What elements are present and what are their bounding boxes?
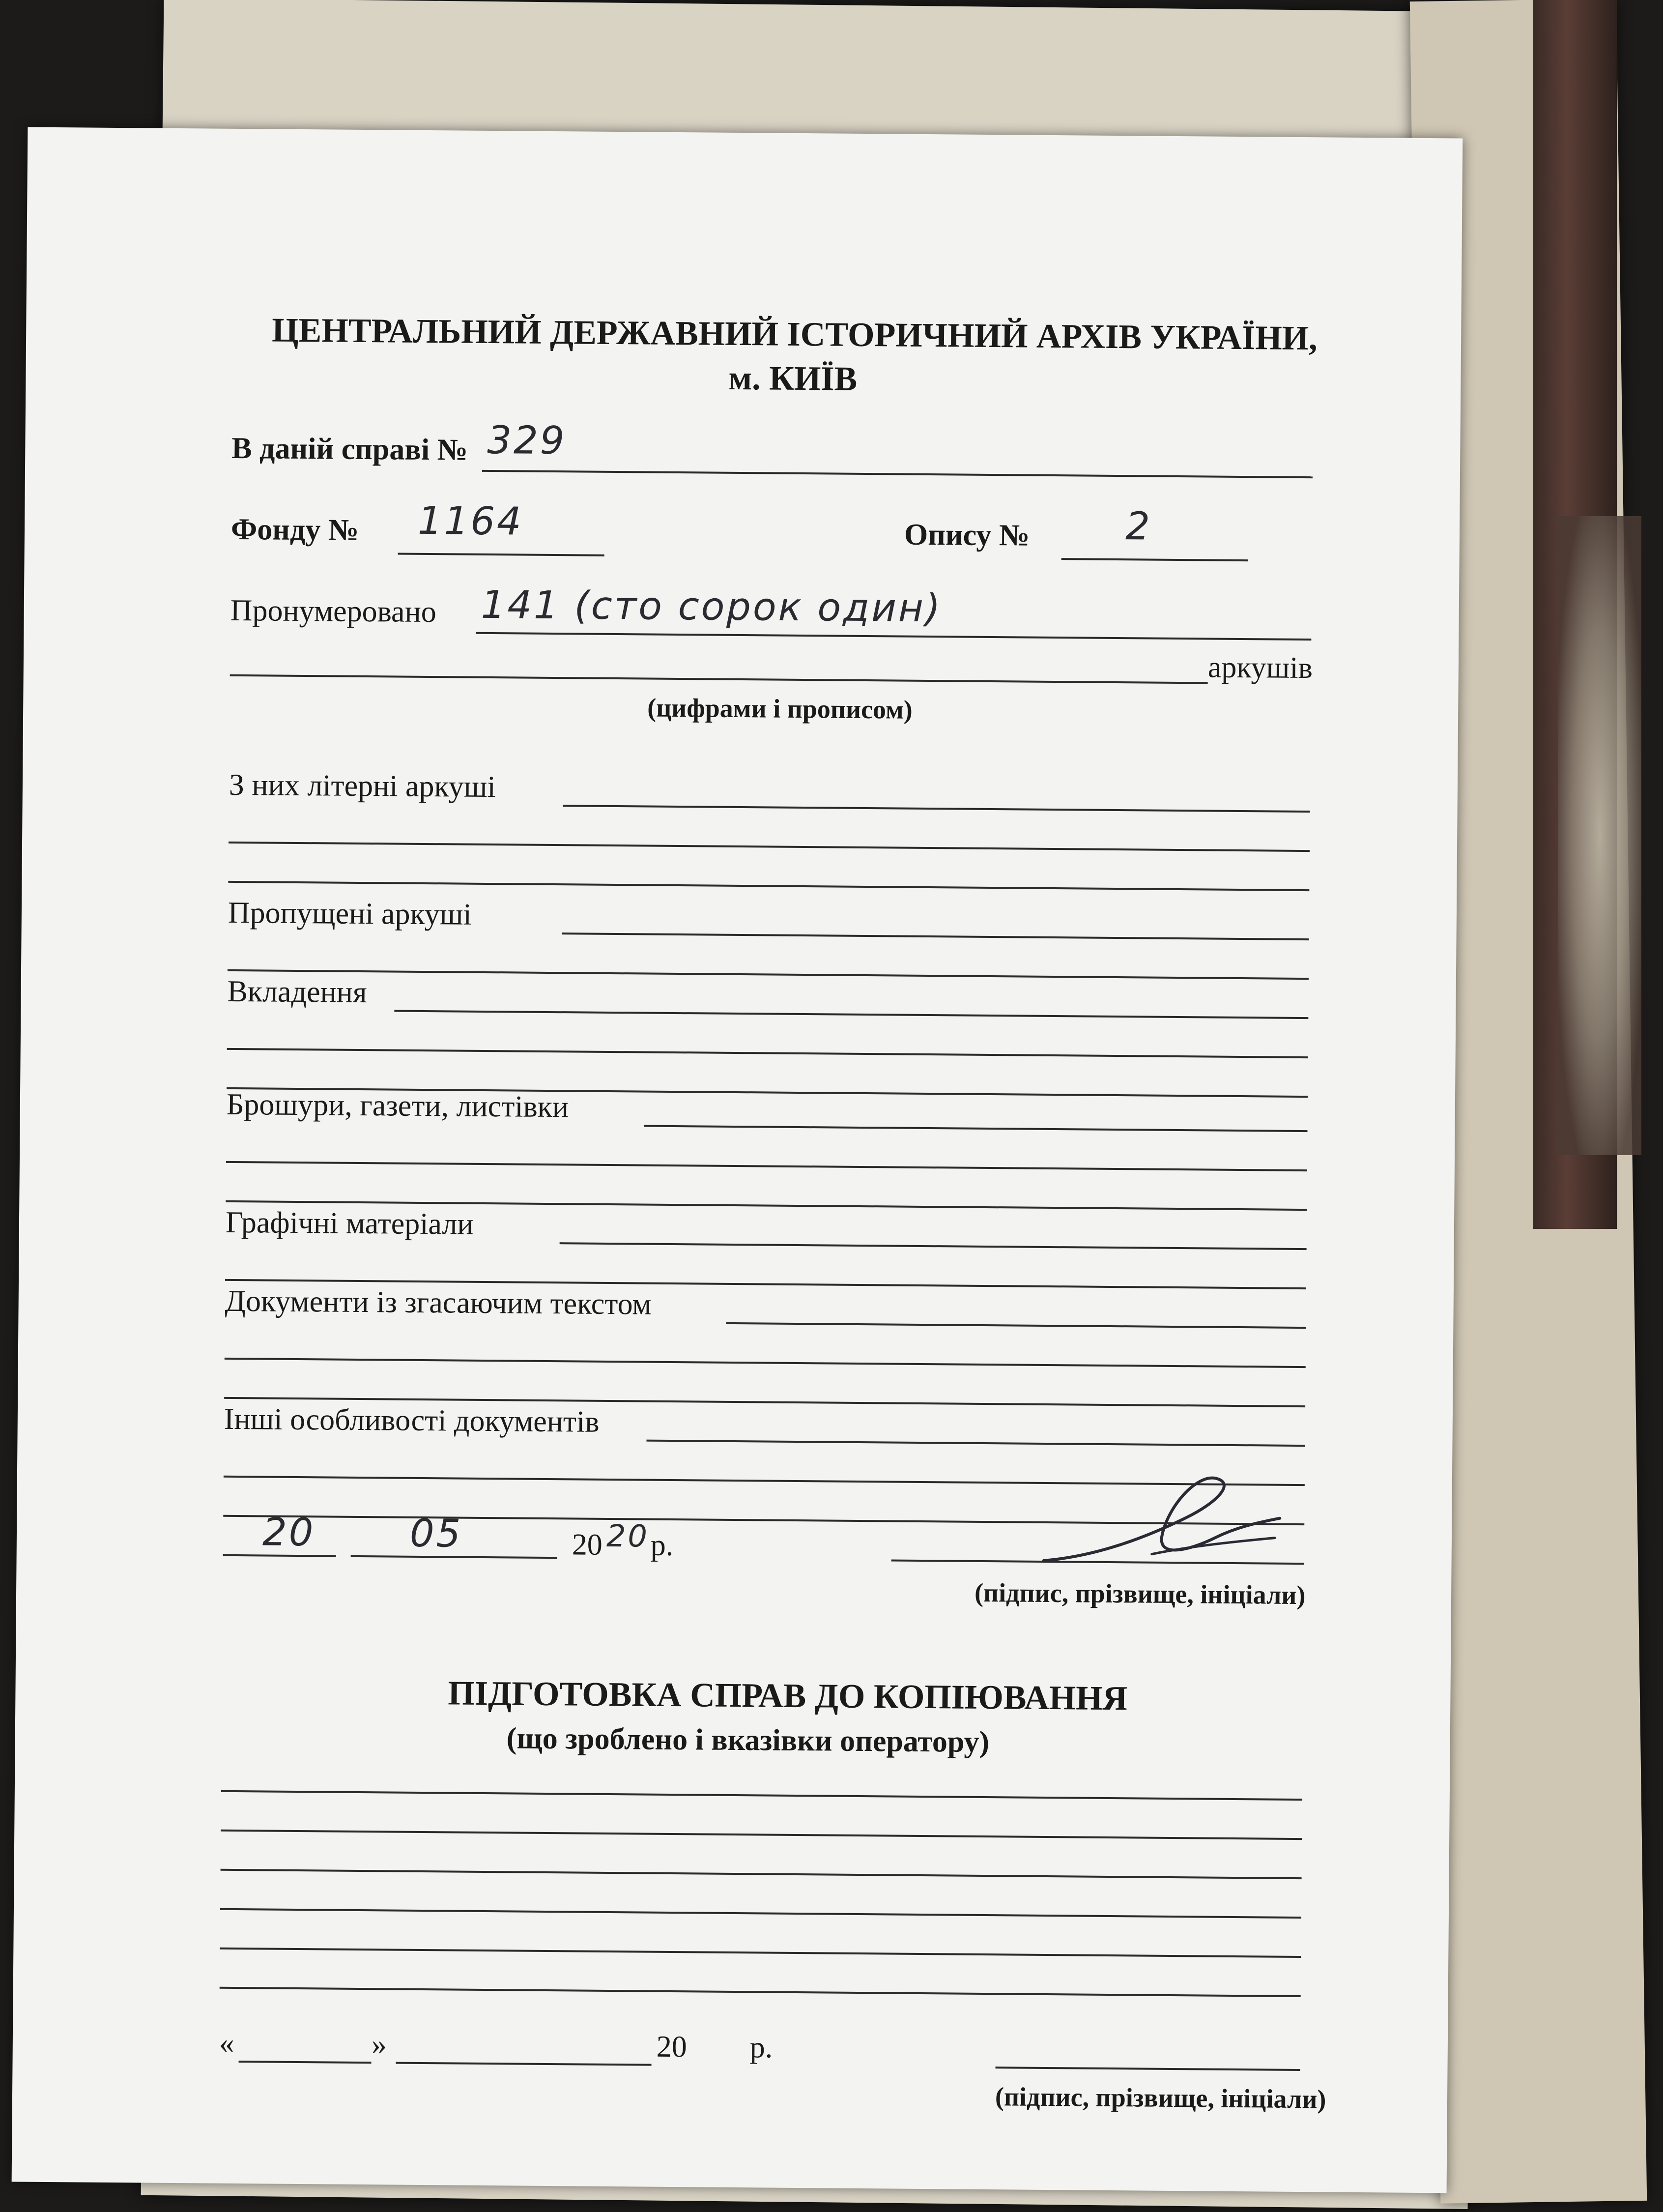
numbered-value: 141 (сто сорок один) (481, 582, 943, 631)
numbered-line-2 (230, 674, 1208, 684)
zgasaiuchyi-line-1 (726, 1322, 1306, 1329)
preparation-subtitle: (що зроблено і вказівки оператору) (506, 1721, 990, 1759)
vkladennia-label: Вкладення (227, 974, 367, 1010)
numbered-label: Пронумеровано (230, 593, 437, 629)
inshi-line-1 (646, 1440, 1305, 1447)
case-line (482, 470, 1313, 478)
date2-month-line (396, 2062, 652, 2066)
vkladennia-line-1 (394, 1010, 1308, 1019)
date2-year: 20 (656, 2030, 688, 2064)
signature1-caption: (підпис, прізвище, ініціали) (974, 1577, 1306, 1610)
opys-label: Опису № (904, 518, 1030, 553)
date1-year-prefix: 20 (572, 1528, 603, 1562)
date2-close-quote: » (371, 2028, 387, 2062)
litery-label: З них літерні аркуші (229, 768, 496, 804)
case-label: В даній справі № (231, 431, 468, 467)
date1-suffix: р. (650, 1528, 674, 1563)
zgasaiuchyi-label: Документи із згасаючим текстом (225, 1284, 652, 1321)
fond-value: 1164 (417, 498, 524, 544)
spine-stain (1558, 516, 1641, 1155)
inshi-label: Інші особливості документів (224, 1402, 600, 1439)
vkladennia-line-2 (227, 1048, 1308, 1058)
date1-month: 05 (409, 1511, 463, 1556)
date1-day-line (223, 1554, 336, 1557)
litery-line-3 (228, 881, 1309, 891)
broshury-line-2 (226, 1161, 1307, 1171)
zgasaiuchyi-line-2 (225, 1358, 1306, 1368)
preparation-line-4 (220, 1908, 1301, 1919)
propushcheni-line-1 (562, 932, 1309, 940)
numbered-line-1 (476, 632, 1311, 640)
propushcheni-label: Пропущені аркуші (228, 896, 472, 931)
archive-city: м. КИЇВ (728, 359, 858, 398)
opys-line (1061, 558, 1248, 561)
signature2-line (996, 2066, 1300, 2071)
fond-label: Фонду № (230, 512, 359, 547)
preparation-line-3 (221, 1869, 1302, 1879)
preparation-line-2 (221, 1830, 1302, 1840)
preparation-line-5 (220, 1948, 1301, 1958)
date1-day: 20 (262, 1510, 315, 1555)
signature2-caption: (підпис, прізвище, ініціали) (995, 2082, 1326, 2114)
broshury-label: Брошури, газети, листівки (226, 1087, 569, 1124)
propushcheni-line-2 (228, 969, 1309, 980)
date2-day-line (239, 2061, 372, 2064)
numbered-suffix: аркушів (1207, 650, 1313, 685)
preparation-title: ПІДГОТОВКА СПРАВ ДО КОПІЮВАННЯ (448, 1674, 1128, 1718)
date1-year-hand: 20 (606, 1517, 650, 1554)
numbered-hint: (цифрами і прописом) (647, 693, 913, 725)
case-value: 329 (487, 418, 567, 464)
date2-suffix: р. (749, 2031, 773, 2065)
litery-line-2 (229, 842, 1310, 852)
fond-line (398, 553, 604, 556)
archive-form-sheet (12, 127, 1463, 2193)
grafichni-line-1 (560, 1242, 1307, 1250)
grafichni-label: Графічні матеріали (225, 1205, 474, 1241)
signature1-mark (1038, 1462, 1285, 1572)
preparation-line-1 (221, 1790, 1302, 1801)
date1-month-line (351, 1555, 557, 1559)
opys-value: 2 (1125, 504, 1152, 549)
preparation-line-6 (220, 1987, 1301, 1997)
broshury-line-1 (644, 1125, 1308, 1133)
archive-title: ЦЕНТРАЛЬНИЙ ДЕРЖАВНИЙ ІСТОРИЧНИЙ АРХІВ УКРАЇНИ, (271, 311, 1318, 358)
litery-line-1 (563, 805, 1310, 813)
date2-open-quote: « (219, 2026, 235, 2061)
